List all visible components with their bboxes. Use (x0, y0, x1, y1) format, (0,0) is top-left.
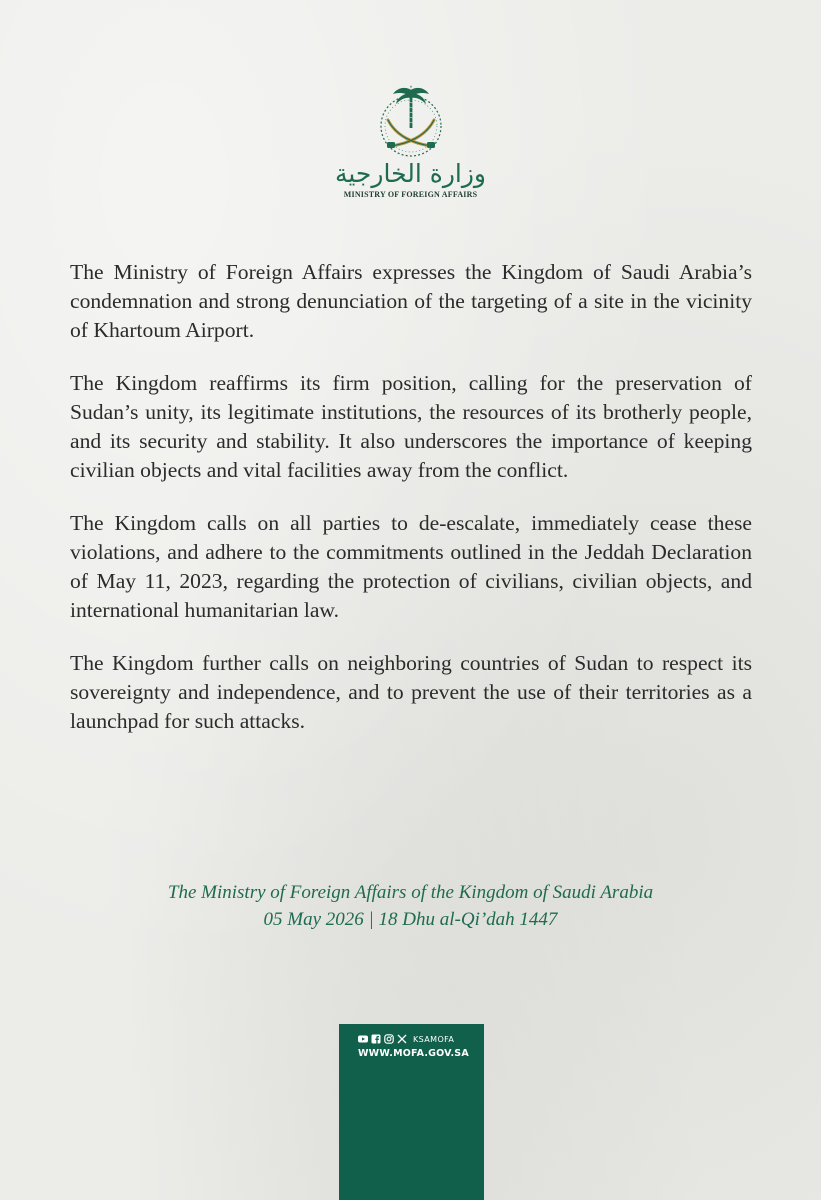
statement-body (70, 258, 752, 760)
social-handle: KSAMOFA (413, 1034, 455, 1044)
ministry-name-arabic: وزارة الخارجية (334, 159, 486, 188)
youtube-icon[interactable] (358, 1034, 368, 1044)
ministry-name-english: MINISTRY OF FOREIGN AFFAIRS (343, 190, 478, 199)
saudi-emblem-icon (370, 84, 452, 158)
x-icon[interactable] (397, 1034, 407, 1044)
statement-paragraph-3: The Kingdom calls on all parties to de-escalate, immediately cease these violations, and adhere to the commitments outlined in the Jeddah Declaration of May 11, 2023, regarding the protection of civilians, civilian objects, and international humanitarian law. (70, 511, 752, 622)
signature-date: 05 May 2026 | 18 Dhu al-Qi’dah 1447 (263, 909, 558, 930)
statement-paragraph-1: The Ministry of Foreign Affairs expresses the Kingdom of Saudi Arabia’s condemnation and strong denunciation of the targeting of a site in the vicinity of Khartoum Airport. (70, 260, 752, 342)
signature-issuer: The Ministry of Foreign Affairs of the Kingdom of Saudi Arabia (167, 882, 654, 903)
footer-contact-box (339, 1024, 484, 1200)
ministry-header (0, 84, 821, 199)
website-link[interactable]: WWW.MOFA.GOV.SA (358, 1048, 469, 1059)
statement-paragraph-4: The Kingdom further calls on neighboring countries of Sudan to respect its sovereignty and independence, and to prevent the use of their territories as a launchpad for such attacks. (70, 651, 752, 733)
facebook-icon[interactable] (371, 1034, 381, 1044)
statement-paragraph-2: The Kingdom reaffirms its firm position, calling for the preservation of Sudan’s unity, its legitimate institutions, the resources of its brotherly people, and its security and stability. It also underscores the importance of keeping civilian objects and vital facilities away from the conflict. (70, 371, 752, 482)
instagram-icon[interactable] (384, 1034, 394, 1044)
signature-block (0, 879, 821, 933)
social-links (358, 1032, 454, 1046)
